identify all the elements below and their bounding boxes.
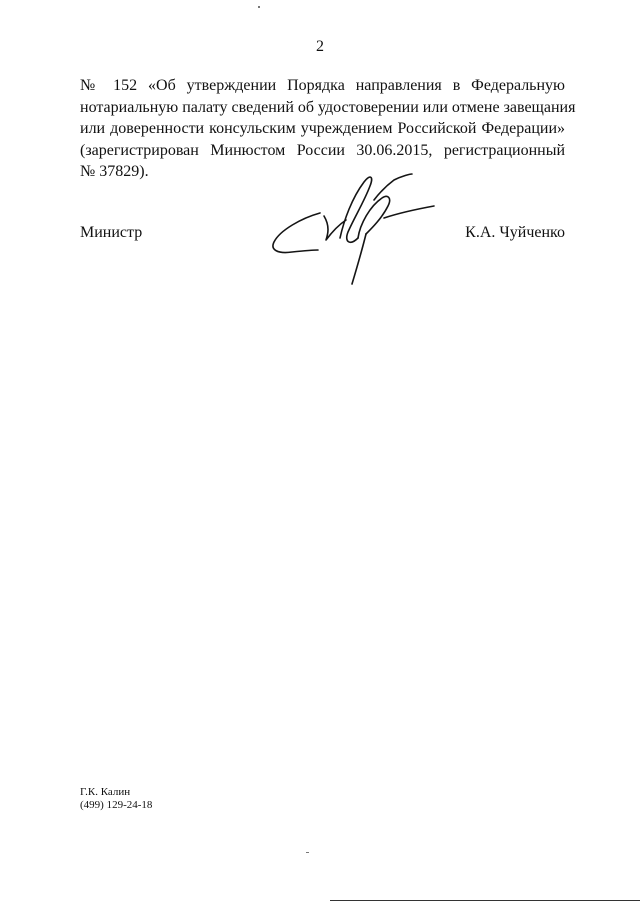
scan-edge-line [330, 900, 640, 901]
scan-speck [306, 852, 309, 853]
page-number: 2 [316, 38, 324, 55]
contact-name: Г.К. Калин [80, 786, 131, 798]
handwritten-signature [262, 168, 452, 292]
body-line: № 37829). [80, 163, 149, 180]
contact-phone: (499) 129-24-18 [80, 799, 153, 811]
body-line: нотариальную палату сведений об удостоверении или отмене завещания [80, 98, 576, 116]
body-line: (зарегистрирован Минюстом России 30.06.2015, регистрационный [80, 141, 565, 159]
scan-speck [258, 6, 260, 8]
body-line: или доверенности консульским учреждением Российской Федерации» [80, 120, 565, 137]
signatory-name: К.А. Чуйченко [465, 224, 565, 241]
contact-info [80, 786, 152, 812]
signatory-title: Министр [80, 224, 143, 241]
body-line: № 152 «Об утверждении Порядка направления в Федеральную [80, 77, 565, 94]
body-paragraph [80, 75, 576, 183]
